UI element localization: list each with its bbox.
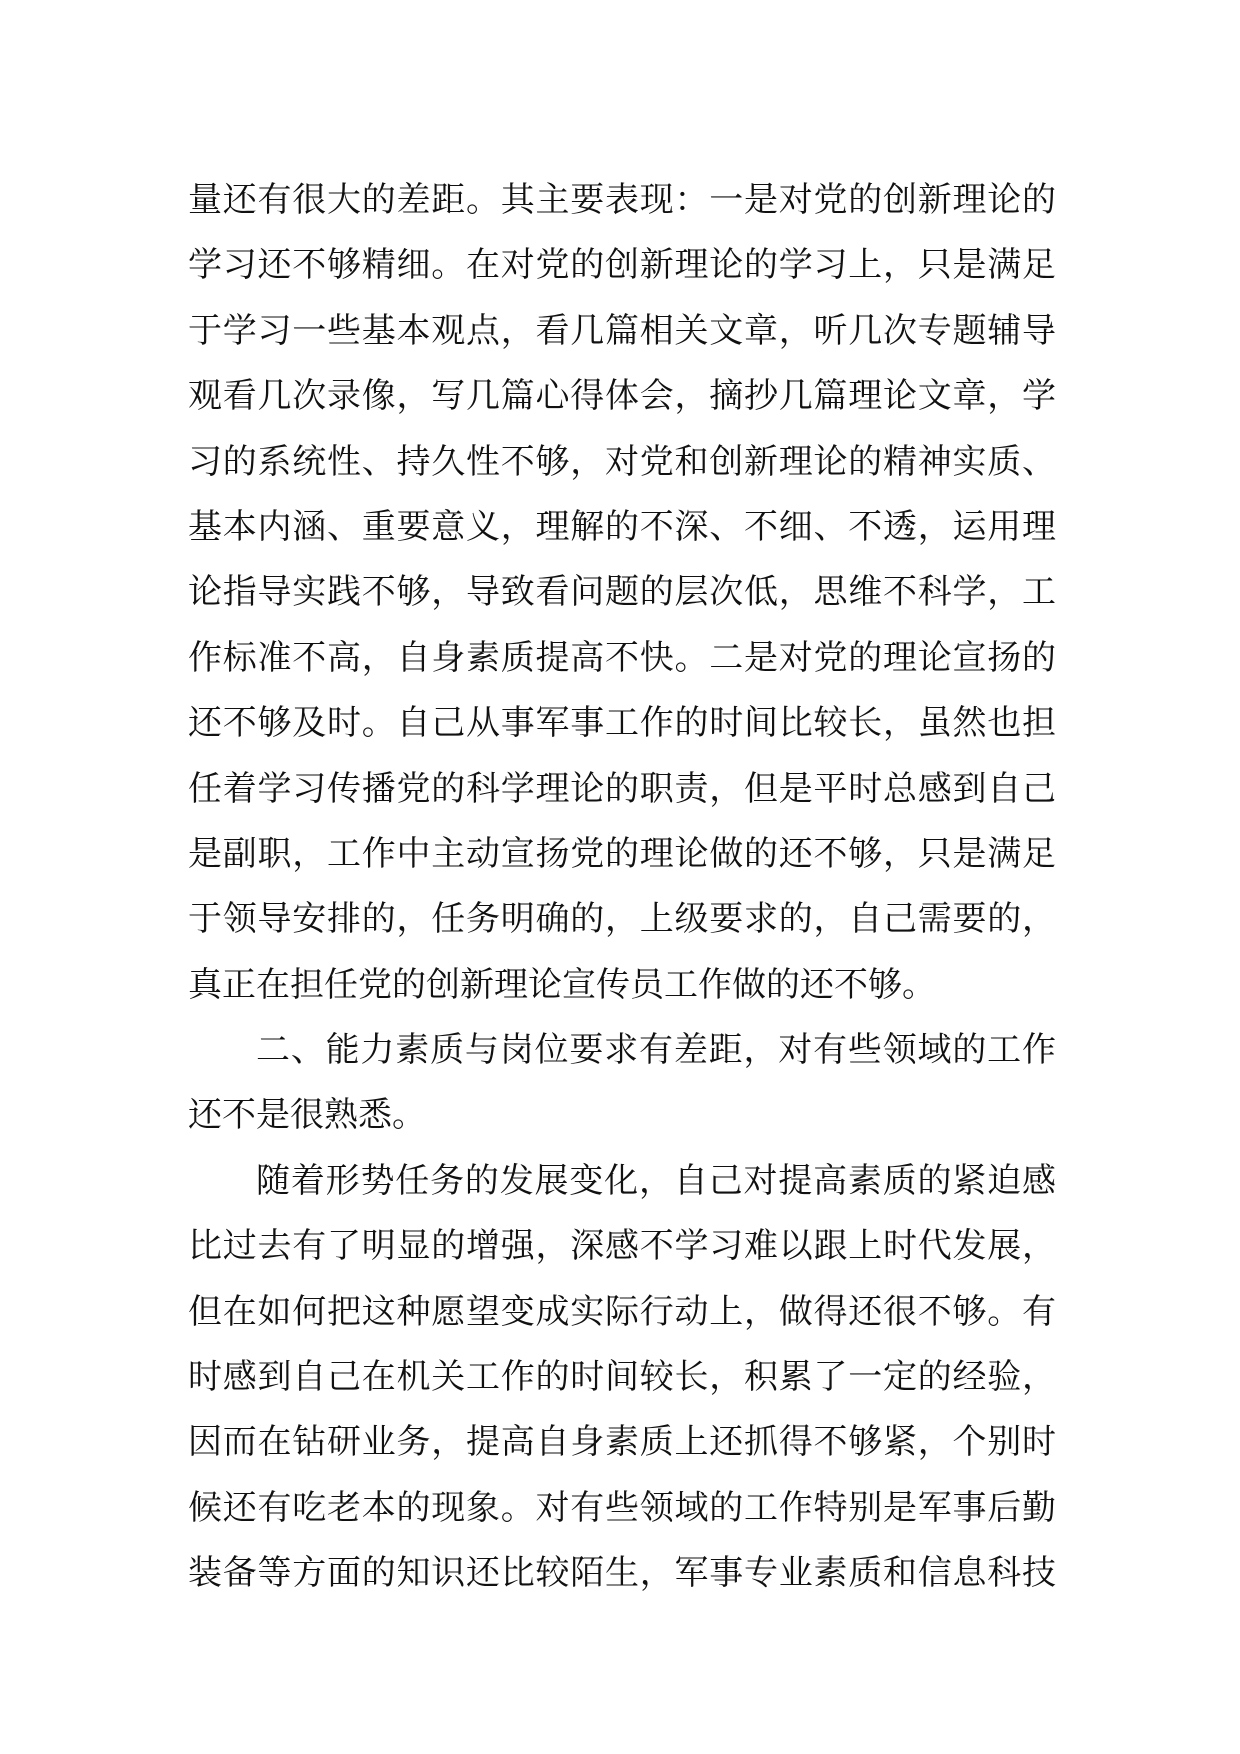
text-line: 学习还不够精细。在对党的创新理论的学习上，只是满足 xyxy=(188,245,1056,286)
paragraph-2-heading xyxy=(188,1018,1056,1149)
paragraph-1 xyxy=(188,168,1056,1018)
text-line: 基本内涵、重要意义，理解的不深、不细、不透，运用理 xyxy=(188,506,1056,547)
text-line: 是副职，工作中主动宣扬党的理论做的还不够，只是满足 xyxy=(188,833,1056,874)
text-line: 还不够及时。自己从事军事工作的时间比较长，虽然也担 xyxy=(188,703,1056,744)
text-line: 比过去有了明显的增强，深感不学习难以跟上时代发展， xyxy=(188,1226,1056,1267)
text-line: 候还有吃老本的现象。对有些领域的工作特别是军事后勤 xyxy=(188,1487,1056,1528)
text-line: 论指导实践不够，导致看问题的层次低，思维不科学，工 xyxy=(188,572,1056,613)
text-line: 任着学习传播党的科学理论的职责，但是平时总感到自己 xyxy=(188,768,1056,809)
text-line: 真正在担任党的创新理论宣传员工作做的还不够。 xyxy=(188,964,936,1005)
document-page xyxy=(188,168,1056,1607)
text-line: 量还有很大的差距。其主要表现：一是对党的创新理论的 xyxy=(188,180,1056,220)
text-line: 但在如何把这种愿望变成实际行动上，做得还很不够。有 xyxy=(188,1291,1056,1332)
text-line: 装备等方面的知识还比较陌生，军事专业素质和信息科技 xyxy=(188,1553,1056,1594)
text-line: 观看几次录像，写几篇心得体会，摘抄几篇理论文章，学 xyxy=(188,376,1056,417)
paragraph-3 xyxy=(188,1149,1056,1607)
text-line: 因而在钻研业务，提高自身素质上还抓得不够紧，个别时 xyxy=(188,1422,1056,1463)
text-line: 二、能力素质与岗位要求有差距，对有些领域的工作 xyxy=(256,1030,1056,1071)
text-line: 习的系统性、持久性不够，对党和创新理论的精神实质、 xyxy=(188,441,1056,482)
text-line: 于领导安排的，任务明确的，上级要求的，自己需要的， xyxy=(188,899,1056,940)
text-line: 随着形势任务的发展变化，自己对提高素质的紧迫感 xyxy=(256,1160,1056,1201)
text-line: 还不是很熟悉。 xyxy=(188,1095,426,1136)
text-line: 作标准不高，自身素质提高不快。二是对党的理论宣扬的 xyxy=(188,637,1056,678)
text-line: 于学习一些基本观点，看几篇相关文章，听几次专题辅导 xyxy=(188,310,1056,351)
text-line: 时感到自己在机关工作的时间较长，积累了一定的经验， xyxy=(188,1357,1056,1398)
